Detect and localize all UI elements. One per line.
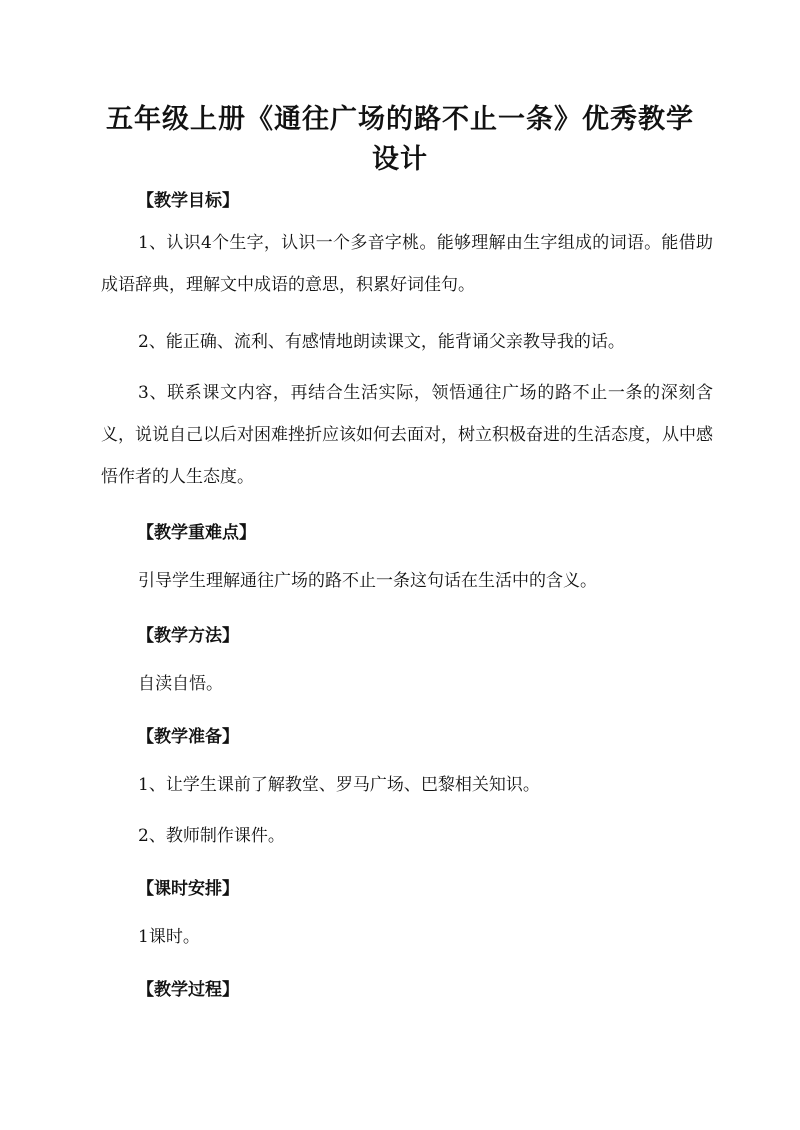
section-heading-process: 【教学过程】 [137,980,239,1000]
document-title: 五年级上册《通往广场的路不止一条》优秀教学设计 [106,104,694,175]
methods-text: 自渎自悟。 [138,674,223,694]
section-heading-preparation: 【教学准备】 [137,727,239,747]
schedule-text: 1课时。 [138,927,200,947]
preparation-item-2: 2、教师制作课件。 [138,826,285,846]
section-heading-goals: 【教学目标】 [137,191,239,211]
section-heading-schedule: 【课时安排】 [137,879,239,899]
goal-item-3: 3、联系课文内容，再结合生活实际，领悟通往广场的路不止一条的深刻含义，说说自己以后对困难挫折应该如何去面对，树立积极奋进的生活态度，从中感悟作者的人生态度。 [101,383,713,487]
preparation-item-1: 1、让学生课前了解教堂、罗马广场、巴黎相关知识。 [138,775,540,795]
section-heading-key-points: 【教学重难点】 [137,523,256,543]
goal-item-2: 2、能正确、流利、有感情地朗读课文，能背诵父亲教导我的话。 [138,332,625,352]
key-points-text: 引导学生理解通往广场的路不止一条这句话在生活中的含义。 [138,571,597,591]
goal-item-1: 1、认识4个生字，认识一个多音字桃。能够理解由生字组成的词语。能借助成语辞典，理解文中成语的意思，积累好词佳句。 [101,233,713,295]
section-heading-methods: 【教学方法】 [137,626,239,646]
